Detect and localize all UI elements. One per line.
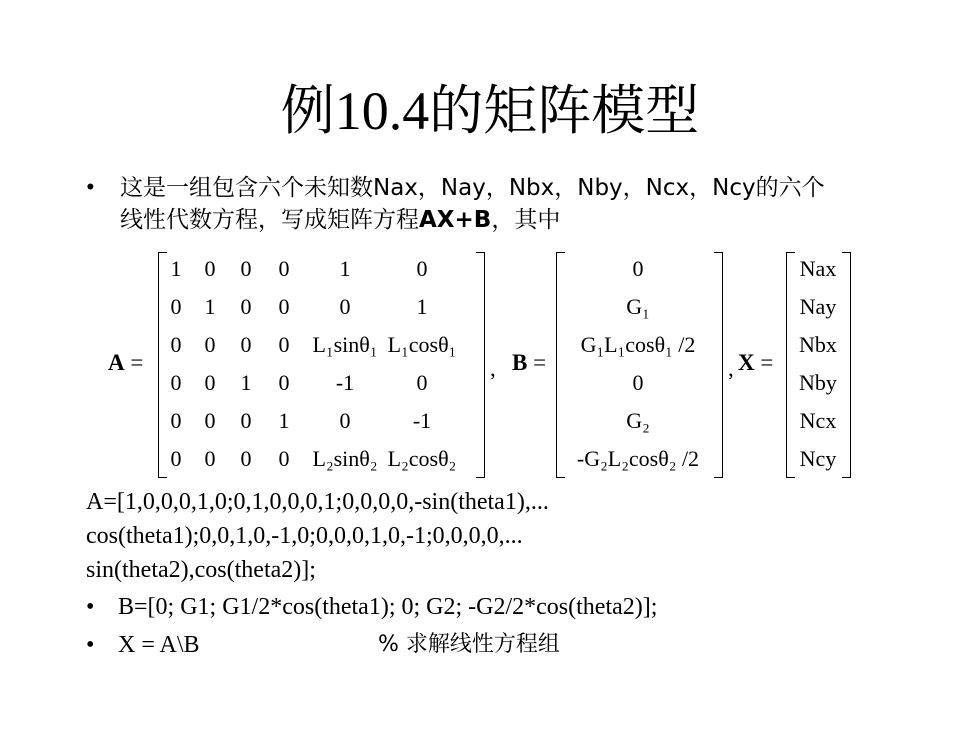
matrix-a-cell: 0 bbox=[240, 256, 252, 281]
matrix-a-cell: 0 bbox=[339, 294, 351, 319]
matrix-a-cell: L₂cosθ₂ bbox=[387, 446, 457, 471]
comma-b: , bbox=[728, 356, 734, 381]
matrix-a-cell: 0 bbox=[240, 446, 252, 471]
matrix-b-right-bracket bbox=[714, 252, 723, 478]
matrix-a-cell: 0 bbox=[204, 408, 216, 433]
matrix-b-label: B = bbox=[512, 350, 547, 375]
matrix-a-cell: 0 bbox=[204, 332, 216, 357]
matrix-a-cell: 0 bbox=[170, 446, 182, 471]
intro-line-1: 这是一组包含六个未知数Nax，Nay，Nbx，Nby，Ncx，Ncy的六个 bbox=[120, 175, 825, 201]
comma-a: , bbox=[490, 356, 496, 381]
matrix-a-right-bracket bbox=[476, 252, 485, 478]
matrix-a-cell: 1 bbox=[170, 256, 182, 281]
code-b-bullet bbox=[86, 592, 658, 622]
matrix-b-cell: G₁ bbox=[626, 294, 650, 319]
matrix-x-left-bracket bbox=[786, 252, 795, 478]
bullet-dot: • bbox=[86, 632, 95, 658]
matrix-x-cell: Ncy bbox=[799, 446, 837, 471]
matrix-x-cell: Nby bbox=[799, 370, 837, 395]
bullet-dot: • bbox=[86, 594, 95, 620]
matrix-a-cell: 0 bbox=[278, 446, 290, 471]
matrix-b-left-bracket bbox=[556, 252, 565, 478]
matrix-a-cell: 1 bbox=[278, 408, 290, 433]
matrix-x-cell: Nbx bbox=[799, 332, 837, 357]
matrix-a-cell: L₂sinθ₂ bbox=[312, 446, 378, 471]
matrix-x-cell: Nay bbox=[799, 294, 837, 319]
code-x-comment: % 求解线性方程组 bbox=[378, 632, 560, 657]
matrix-a-cell: 0 bbox=[170, 408, 182, 433]
matrix-a-cell: 0 bbox=[278, 294, 290, 319]
matrix-a-cell: 1 bbox=[339, 256, 351, 281]
matrix-a-cell: 0 bbox=[240, 408, 252, 433]
slide-title: 例10.4的矩阵模型 bbox=[280, 81, 700, 141]
matrix-a-cell: 0 bbox=[204, 256, 216, 281]
matrix-x-label: X = bbox=[738, 350, 774, 375]
matrix-a-left-bracket bbox=[158, 252, 167, 478]
code-a-line-1: A=[1,0,0,0,1,0;0,1,0,0,0,1;0,0,0,0,-sin(theta1),... bbox=[86, 489, 549, 515]
matrix-a-cell: 0 bbox=[170, 294, 182, 319]
matrix-a-cell: -1 bbox=[412, 408, 432, 433]
bullet-dot: • bbox=[86, 174, 95, 201]
matrix-a-cell: 0 bbox=[278, 256, 290, 281]
matrix-a-cell: L₁sinθ₁ bbox=[312, 332, 378, 357]
code-b-line: B=[0; G1; G1/2*cos(theta1); 0; G2; -G2/2*cos(theta2)]; bbox=[118, 594, 658, 620]
code-x-bullet bbox=[86, 630, 786, 660]
matrix-a-cell: 0 bbox=[416, 370, 428, 395]
matrix-x-cell: Ncx bbox=[799, 408, 837, 433]
matrix-definitions bbox=[0, 248, 980, 480]
matrix-a-cell: 1 bbox=[240, 370, 252, 395]
matrix-x-right-bracket bbox=[842, 252, 851, 478]
matrix-a-cell: 0 bbox=[240, 332, 252, 357]
matrix-b-cell: 0 bbox=[632, 256, 644, 281]
matrix-b-cell: G₂ bbox=[626, 408, 650, 433]
matrix-b-cell: G₁L₁cosθ₁ /2 bbox=[580, 332, 696, 357]
matrix-b-cell: 0 bbox=[632, 370, 644, 395]
intro-line-2-pre: 线性代数方程，写成矩阵方程 bbox=[120, 207, 419, 233]
matrix-a-cell: 0 bbox=[339, 408, 351, 433]
intro-bullet bbox=[86, 172, 916, 236]
matrix-a-cell: 0 bbox=[416, 256, 428, 281]
matrix-a-label: A = bbox=[108, 350, 144, 375]
matrix-a-cell: L₁cosθ₁ bbox=[387, 332, 457, 357]
intro-text bbox=[120, 172, 916, 236]
matrix-a-cell: 0 bbox=[204, 370, 216, 395]
code-x-line: X = A\B bbox=[118, 632, 200, 658]
matrix-a-cell: 0 bbox=[170, 332, 182, 357]
matrix-a-cell: -1 bbox=[335, 370, 355, 395]
matrix-a-cell: 0 bbox=[170, 370, 182, 395]
intro-equation: AX+B bbox=[419, 207, 492, 233]
matrix-a-cell: 0 bbox=[278, 332, 290, 357]
matrix-a-cell: 0 bbox=[278, 370, 290, 395]
matrix-a-cell: 1 bbox=[416, 294, 428, 319]
code-a-line-3: sin(theta2),cos(theta2)]; bbox=[86, 557, 316, 583]
intro-line-2 bbox=[120, 204, 916, 236]
code-a-line-2: cos(theta1);0,0,1,0,-1,0;0,0,0,1,0,-1;0,0,0,0,... bbox=[86, 523, 523, 549]
matrix-b-cell: -G₂L₂cosθ₂ /2 bbox=[576, 446, 700, 471]
intro-line-2-post: ，其中 bbox=[491, 207, 561, 233]
matrix-a-cell: 0 bbox=[204, 446, 216, 471]
matrix-a-cell: 1 bbox=[204, 294, 216, 319]
matrix-x-cell: Nax bbox=[799, 256, 837, 281]
matrix-a-cell: 0 bbox=[240, 294, 252, 319]
